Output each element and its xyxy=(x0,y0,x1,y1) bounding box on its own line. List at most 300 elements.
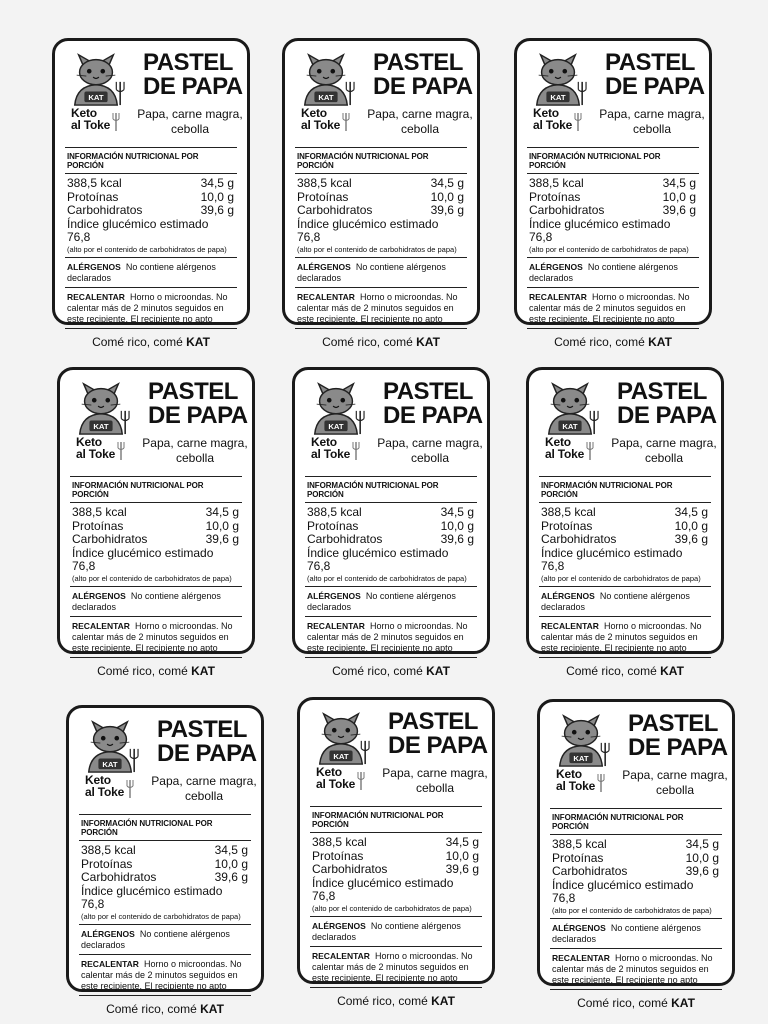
nutrition-name: Carbohidratos xyxy=(552,864,628,878)
cat-mascot-icon xyxy=(67,49,125,107)
footer-brand: KAT xyxy=(671,995,695,1010)
nutrition-row xyxy=(79,844,251,858)
allergens-text: No contiene alérgenos declarados xyxy=(541,590,690,612)
nutrition-name: 388,5 kcal xyxy=(312,835,367,849)
nutrition-name: Protoínas xyxy=(81,856,133,871)
nutrition-name: Índice glucémico estimado 76,8 xyxy=(541,545,683,573)
nutrition-row xyxy=(65,218,237,245)
nutrition-header: INFORMACIÓN NUTRICIONAL POR PORCIÓN xyxy=(67,152,199,170)
divider xyxy=(539,502,711,503)
svg-text:KAT: KAT xyxy=(318,93,334,103)
nutrition-name: 388,5 kcal xyxy=(67,176,122,190)
fork-icon xyxy=(596,774,606,792)
allergens-text: No contiene alérgenos declarados xyxy=(529,261,678,283)
allergens-text: No contiene alérgenos declarados xyxy=(81,928,230,950)
divider xyxy=(310,832,482,833)
svg-text:KAT: KAT xyxy=(328,422,344,432)
allergens-text: No contiene alérgenos declarados xyxy=(552,922,701,944)
nutrition-row xyxy=(550,852,722,866)
label-header xyxy=(550,710,728,802)
footer-brand: KAT xyxy=(660,663,684,678)
nutrition-name: Protoínas xyxy=(307,518,359,533)
nutrition-name: Protoínas xyxy=(529,189,581,204)
reheat-text: Horno o microondas. No calentar más de 2 minutos seguidos en este recipiente. El recipiente no apto xyxy=(529,291,690,324)
nutrition-name: Índice glucémico estimado 76,8 xyxy=(81,883,223,911)
svg-text:KAT: KAT xyxy=(333,752,349,762)
allergens-block xyxy=(550,919,722,948)
nutrition-value: 34,5 g xyxy=(200,176,234,190)
brand-line-2: al Toke xyxy=(545,447,585,461)
product-label-8 xyxy=(297,697,495,1008)
nutrition-name: Índice glucémico estimado 76,8 xyxy=(307,545,449,573)
nutrition-name: Protoínas xyxy=(297,189,349,204)
allergens-text: No contiene alérgenos declarados xyxy=(67,261,216,283)
svg-text:KAT: KAT xyxy=(93,422,109,432)
nutrition-name: Carbohidratos xyxy=(541,532,617,546)
nutrition-header: INFORMACIÓN NUTRICIONAL POR PORCIÓN xyxy=(541,481,673,499)
nutrition-name: Índice glucémico estimado 76,8 xyxy=(529,216,671,244)
glycemic-note: (alto por el contenido de carbohidratos de papa) xyxy=(307,573,467,583)
nutrition-row xyxy=(295,204,467,218)
product-title-line-2: DE PAPA xyxy=(373,73,473,100)
brand-line-1: Keto xyxy=(556,767,582,781)
reheat-block xyxy=(550,949,722,989)
footer-text: Comé rico, comé xyxy=(322,334,413,349)
nutrition-name: Índice glucémico estimado 76,8 xyxy=(297,216,439,244)
product-title-line-2: DE PAPA xyxy=(383,402,483,429)
nutrition-row xyxy=(79,858,251,872)
nutrition-row xyxy=(527,177,699,191)
svg-text:KAT: KAT xyxy=(550,93,566,103)
footer-brand: KAT xyxy=(431,993,455,1008)
nutrition-row xyxy=(70,533,242,547)
brand-line-1: Keto xyxy=(533,106,559,120)
allergens-label: ALÉRGENOS xyxy=(72,590,126,601)
reheat-text: Horno o microondas. No calentar más de 2 minutos seguidos en este recipiente. El recipiente no apto xyxy=(297,291,458,324)
nutrition-name: Protoínas xyxy=(552,850,604,865)
nutrition-row xyxy=(305,547,477,574)
ingredients-subtitle: Papa, carne magra, cebolla xyxy=(377,436,483,465)
allergens-text: No contiene alérgenos declarados xyxy=(307,590,456,612)
nutrition-row xyxy=(539,533,711,547)
label-footer xyxy=(65,329,237,349)
brand-line-1: Keto xyxy=(301,106,327,120)
reheat-block xyxy=(70,617,242,657)
ingredients-subtitle: Papa, carne magra, cebolla xyxy=(142,436,248,465)
label-footer xyxy=(539,658,711,678)
reheat-text: Horno o microondas. No calentar más de 2 minutos seguidos en este recipiente. El recipiente no apto xyxy=(307,620,468,653)
allergens-block xyxy=(539,587,711,616)
reheat-text: Horno o microondas. No calentar más de 2 minutos seguidos en este recipiente. El recipiente no apto xyxy=(541,620,702,653)
glycemic-note: (alto por el contenido de carbohidratos de papa) xyxy=(81,911,241,921)
reheat-label: RECALENTAR xyxy=(552,952,610,963)
label-footer xyxy=(70,658,242,678)
nutrition-value: 34,5 g xyxy=(674,505,708,519)
nutrition-name: Carbohidratos xyxy=(81,870,157,884)
nutrition-row xyxy=(79,885,251,912)
svg-text:KAT: KAT xyxy=(102,760,118,770)
product-title xyxy=(388,710,500,758)
svg-text:KAT: KAT xyxy=(88,93,104,103)
nutrition-value: 10,0 g xyxy=(205,518,239,533)
divider xyxy=(527,173,699,174)
nutrition-value: 10,0 g xyxy=(445,848,479,863)
footer-text: Comé rico, comé xyxy=(566,663,657,678)
footer-text: Comé rico, comé xyxy=(337,993,428,1008)
ingredients-subtitle: Papa, carne magra, cebolla xyxy=(622,768,728,797)
nutrition-name: 388,5 kcal xyxy=(72,505,127,519)
glycemic-note: (alto por el contenido de carbohidratos de papa) xyxy=(72,573,232,583)
label-footer xyxy=(295,329,467,349)
reheat-block xyxy=(310,947,482,987)
glycemic-note: (alto por el contenido de carbohidratos de papa) xyxy=(529,244,689,254)
product-title xyxy=(373,51,485,99)
reheat-text: Horno o microondas. No calentar más de 2 minutos seguidos en este recipiente. El recipiente no apto xyxy=(72,620,233,653)
nutrition-row xyxy=(70,547,242,574)
label-header xyxy=(70,378,248,470)
divider xyxy=(79,840,251,841)
reheat-block xyxy=(65,288,237,328)
footer-text: Comé rico, comé xyxy=(554,334,645,349)
cat-mascot-icon xyxy=(297,49,355,107)
nutrition-row xyxy=(310,877,482,904)
allergens-label: ALÉRGENOS xyxy=(297,261,351,272)
product-title xyxy=(617,380,729,428)
product-label-9 xyxy=(537,699,735,1010)
glycemic-note: (alto por el contenido de carbohidratos de papa) xyxy=(552,905,712,915)
glycemic-note: (alto por el contenido de carbohidratos de papa) xyxy=(541,573,701,583)
reheat-label: RECALENTAR xyxy=(297,291,355,302)
nutrition-row xyxy=(550,865,722,879)
footer-brand: KAT xyxy=(200,1001,224,1016)
product-label-6 xyxy=(526,367,724,678)
product-title xyxy=(148,380,260,428)
divider xyxy=(65,173,237,174)
cat-mascot-icon xyxy=(529,49,587,107)
nutrition-value: 10,0 g xyxy=(685,850,719,865)
nutrition-name: 388,5 kcal xyxy=(541,505,596,519)
product-title xyxy=(605,51,717,99)
product-title xyxy=(383,380,495,428)
reheat-label: RECALENTAR xyxy=(307,620,365,631)
nutrition-list xyxy=(310,836,482,904)
fork-icon xyxy=(356,772,366,790)
nutrition-row xyxy=(295,191,467,205)
nutrition-value: 10,0 g xyxy=(214,856,248,871)
allergens-label: ALÉRGENOS xyxy=(67,261,121,272)
brand-name xyxy=(76,436,128,460)
nutrition-header: INFORMACIÓN NUTRICIONAL POR PORCIÓN xyxy=(529,152,661,170)
nutrition-list xyxy=(65,177,237,245)
nutrition-value: 10,0 g xyxy=(440,518,474,533)
nutrition-name: Índice glucémico estimado 76,8 xyxy=(552,877,694,905)
footer-brand: KAT xyxy=(648,334,672,349)
allergens-text: No contiene alérgenos declarados xyxy=(297,261,446,283)
reheat-label: RECALENTAR xyxy=(81,958,139,969)
nutrition-list xyxy=(550,838,722,906)
nutrition-value: 34,5 g xyxy=(662,176,696,190)
nutrition-name: Protoínas xyxy=(67,189,119,204)
label-header xyxy=(539,378,717,470)
product-title-line-2: DE PAPA xyxy=(148,402,248,429)
fork-icon xyxy=(111,113,121,131)
nutrition-value: 34,5 g xyxy=(440,505,474,519)
allergens-label: ALÉRGENOS xyxy=(529,261,583,272)
ingredients-subtitle: Papa, carne magra, cebolla xyxy=(367,107,473,136)
nutrition-row xyxy=(310,836,482,850)
nutrition-name: 388,5 kcal xyxy=(81,843,136,857)
brand-line-2: al Toke xyxy=(301,118,341,132)
cat-mascot-icon xyxy=(312,708,370,766)
nutrition-name: 388,5 kcal xyxy=(552,837,607,851)
label-header xyxy=(65,49,243,141)
nutrition-row xyxy=(305,533,477,547)
glycemic-note: (alto por el contenido de carbohidratos de papa) xyxy=(297,244,457,254)
brand-line-2: al Toke xyxy=(71,118,111,132)
footer-brand: KAT xyxy=(416,334,440,349)
allergens-label: ALÉRGENOS xyxy=(541,590,595,601)
nutrition-list xyxy=(70,506,242,574)
product-title-line-1: PASTEL xyxy=(605,49,695,76)
reheat-label: RECALENTAR xyxy=(72,620,130,631)
nutrition-name: Protoínas xyxy=(72,518,124,533)
reheat-block xyxy=(527,288,699,328)
product-title xyxy=(143,51,255,99)
nutrition-row xyxy=(539,547,711,574)
nutrition-row xyxy=(70,506,242,520)
brand-name xyxy=(311,436,363,460)
nutrition-name: 388,5 kcal xyxy=(529,176,584,190)
fork-icon xyxy=(573,113,583,131)
nutrition-header: INFORMACIÓN NUTRICIONAL POR PORCIÓN xyxy=(297,152,429,170)
allergens-text: No contiene alérgenos declarados xyxy=(312,920,461,942)
nutrition-name: Índice glucémico estimado 76,8 xyxy=(67,216,209,244)
nutrition-name: Carbohidratos xyxy=(529,203,605,217)
nutrition-value: 34,5 g xyxy=(445,835,479,849)
brand-name xyxy=(545,436,597,460)
allergens-block xyxy=(305,587,477,616)
brand-line-1: Keto xyxy=(545,435,571,449)
allergens-block xyxy=(527,258,699,287)
brand-line-1: Keto xyxy=(311,435,337,449)
allergens-block xyxy=(295,258,467,287)
allergens-block xyxy=(70,587,242,616)
nutrition-list xyxy=(305,506,477,574)
label-header xyxy=(305,378,483,470)
footer-brand: KAT xyxy=(426,663,450,678)
label-header xyxy=(527,49,705,141)
product-title xyxy=(157,718,269,766)
allergens-label: ALÉRGENOS xyxy=(307,590,361,601)
reheat-text: Horno o microondas. No calentar más de 2 minutos seguidos en este recipiente. El recipiente no apto xyxy=(81,958,242,991)
nutrition-value: 39,6 g xyxy=(662,203,696,217)
nutrition-row xyxy=(539,520,711,534)
nutrition-list xyxy=(79,844,251,912)
nutrition-header: INFORMACIÓN NUTRICIONAL POR PORCIÓN xyxy=(312,811,444,829)
nutrition-name: Índice glucémico estimado 76,8 xyxy=(312,875,454,903)
brand-line-2: al Toke xyxy=(533,118,573,132)
nutrition-value: 10,0 g xyxy=(430,189,464,204)
product-title-line-2: DE PAPA xyxy=(388,732,488,759)
nutrition-row xyxy=(65,177,237,191)
cat-mascot-icon xyxy=(307,378,365,436)
nutrition-value: 39,6 g xyxy=(200,203,234,217)
product-title-line-1: PASTEL xyxy=(373,49,463,76)
product-title-line-2: DE PAPA xyxy=(605,73,705,100)
nutrition-value: 34,5 g xyxy=(205,505,239,519)
product-title-line-1: PASTEL xyxy=(157,716,247,743)
svg-text:KAT: KAT xyxy=(562,422,578,432)
nutrition-row xyxy=(310,863,482,877)
product-title-line-1: PASTEL xyxy=(628,710,718,737)
nutrition-row xyxy=(527,204,699,218)
product-title-line-1: PASTEL xyxy=(148,378,238,405)
product-label-4 xyxy=(57,367,255,678)
reheat-text: Horno o microondas. No calentar más de 2 minutos seguidos en este recipiente. El recipiente no apto xyxy=(67,291,228,324)
nutrition-row xyxy=(527,218,699,245)
brand-line-1: Keto xyxy=(85,773,111,787)
nutrition-name: Protoínas xyxy=(312,848,364,863)
ingredients-subtitle: Papa, carne magra, cebolla xyxy=(599,107,705,136)
allergens-block xyxy=(310,917,482,946)
glycemic-note: (alto por el contenido de carbohidratos de papa) xyxy=(312,903,472,913)
footer-brand: KAT xyxy=(186,334,210,349)
nutrition-value: 34,5 g xyxy=(430,176,464,190)
brand-name xyxy=(301,107,353,131)
nutrition-name: Carbohidratos xyxy=(307,532,383,546)
nutrition-name: 388,5 kcal xyxy=(307,505,362,519)
footer-text: Comé rico, comé xyxy=(92,334,183,349)
glycemic-note: (alto por el contenido de carbohidratos de papa) xyxy=(67,244,227,254)
product-label-5 xyxy=(292,367,490,678)
nutrition-row xyxy=(79,871,251,885)
nutrition-row xyxy=(65,204,237,218)
brand-line-1: Keto xyxy=(71,106,97,120)
product-title-line-1: PASTEL xyxy=(143,49,233,76)
brand-name xyxy=(316,766,368,790)
ingredients-subtitle: Papa, carne magra, cebolla xyxy=(382,766,488,795)
divider xyxy=(295,173,467,174)
cat-mascot-icon xyxy=(541,378,599,436)
fork-icon xyxy=(125,780,135,798)
allergens-block xyxy=(79,925,251,954)
nutrition-name: Índice glucémico estimado 76,8 xyxy=(72,545,214,573)
brand-line-2: al Toke xyxy=(85,785,125,799)
nutrition-value: 34,5 g xyxy=(214,843,248,857)
nutrition-value: 34,5 g xyxy=(685,837,719,851)
cat-mascot-icon xyxy=(552,710,610,768)
nutrition-value: 39,6 g xyxy=(214,870,248,884)
brand-name xyxy=(556,768,608,792)
nutrition-row xyxy=(295,218,467,245)
nutrition-list xyxy=(527,177,699,245)
nutrition-name: Protoínas xyxy=(541,518,593,533)
reheat-block xyxy=(79,955,251,995)
nutrition-row xyxy=(539,506,711,520)
label-header xyxy=(310,708,488,800)
product-title-line-1: PASTEL xyxy=(388,708,478,735)
nutrition-row xyxy=(310,850,482,864)
nutrition-row xyxy=(527,191,699,205)
nutrition-header: INFORMACIÓN NUTRICIONAL POR PORCIÓN xyxy=(72,481,204,499)
nutrition-row xyxy=(550,879,722,906)
footer-text: Comé rico, comé xyxy=(577,995,668,1010)
nutrition-value: 39,6 g xyxy=(685,864,719,878)
nutrition-row xyxy=(65,191,237,205)
nutrition-value: 39,6 g xyxy=(430,203,464,217)
svg-text:KAT: KAT xyxy=(573,754,589,764)
product-title-line-1: PASTEL xyxy=(383,378,473,405)
nutrition-name: 388,5 kcal xyxy=(297,176,352,190)
nutrition-row xyxy=(70,520,242,534)
allergens-label: ALÉRGENOS xyxy=(312,920,366,931)
allergens-label: ALÉRGENOS xyxy=(552,922,606,933)
label-footer xyxy=(550,990,722,1010)
nutrition-row xyxy=(305,520,477,534)
nutrition-value: 10,0 g xyxy=(674,518,708,533)
reheat-block xyxy=(539,617,711,657)
divider xyxy=(70,502,242,503)
label-footer xyxy=(310,988,482,1008)
footer-text: Comé rico, comé xyxy=(332,663,423,678)
product-title-line-2: DE PAPA xyxy=(617,402,717,429)
ingredients-subtitle: Papa, carne magra, cebolla xyxy=(137,107,243,136)
nutrition-value: 39,6 g xyxy=(440,532,474,546)
cat-mascot-icon xyxy=(81,716,139,774)
nutrition-header: INFORMACIÓN NUTRICIONAL POR PORCIÓN xyxy=(307,481,439,499)
nutrition-header: INFORMACIÓN NUTRICIONAL POR PORCIÓN xyxy=(81,819,213,837)
brand-line-2: al Toke xyxy=(316,777,356,791)
product-label-7 xyxy=(66,705,264,1016)
reheat-block xyxy=(305,617,477,657)
nutrition-value: 39,6 g xyxy=(205,532,239,546)
nutrition-name: Carbohidratos xyxy=(72,532,148,546)
fork-icon xyxy=(351,442,361,460)
reheat-text: Horno o microondas. No calentar más de 2 minutos seguidos en este recipiente. El recipiente no apto xyxy=(552,952,713,985)
ingredients-subtitle: Papa, carne magra, cebolla xyxy=(611,436,717,465)
nutrition-value: 39,6 g xyxy=(445,862,479,876)
fork-icon xyxy=(116,442,126,460)
fork-icon xyxy=(585,442,595,460)
product-title-line-1: PASTEL xyxy=(617,378,707,405)
brand-line-2: al Toke xyxy=(311,447,351,461)
reheat-label: RECALENTAR xyxy=(529,291,587,302)
allergens-label: ALÉRGENOS xyxy=(81,928,135,939)
reheat-label: RECALENTAR xyxy=(67,291,125,302)
brand-name xyxy=(85,774,137,798)
ingredients-subtitle: Papa, carne magra, cebolla xyxy=(151,774,257,803)
nutrition-row xyxy=(295,177,467,191)
nutrition-name: Carbohidratos xyxy=(67,203,143,217)
nutrition-row xyxy=(550,838,722,852)
brand-line-1: Keto xyxy=(316,765,342,779)
cat-mascot-icon xyxy=(72,378,130,436)
product-label-2 xyxy=(282,38,480,349)
reheat-text: Horno o microondas. No calentar más de 2 minutos seguidos en este recipiente. El recipiente no apto xyxy=(312,950,473,983)
brand-line-2: al Toke xyxy=(556,779,596,793)
divider xyxy=(305,502,477,503)
product-label-1 xyxy=(52,38,250,349)
nutrition-value: 10,0 g xyxy=(662,189,696,204)
nutrition-name: Carbohidratos xyxy=(297,203,373,217)
reheat-block xyxy=(295,288,467,328)
product-title xyxy=(628,712,740,760)
allergens-block xyxy=(65,258,237,287)
nutrition-name: Carbohidratos xyxy=(312,862,388,876)
reheat-label: RECALENTAR xyxy=(312,950,370,961)
label-footer xyxy=(79,996,251,1016)
nutrition-row xyxy=(305,506,477,520)
